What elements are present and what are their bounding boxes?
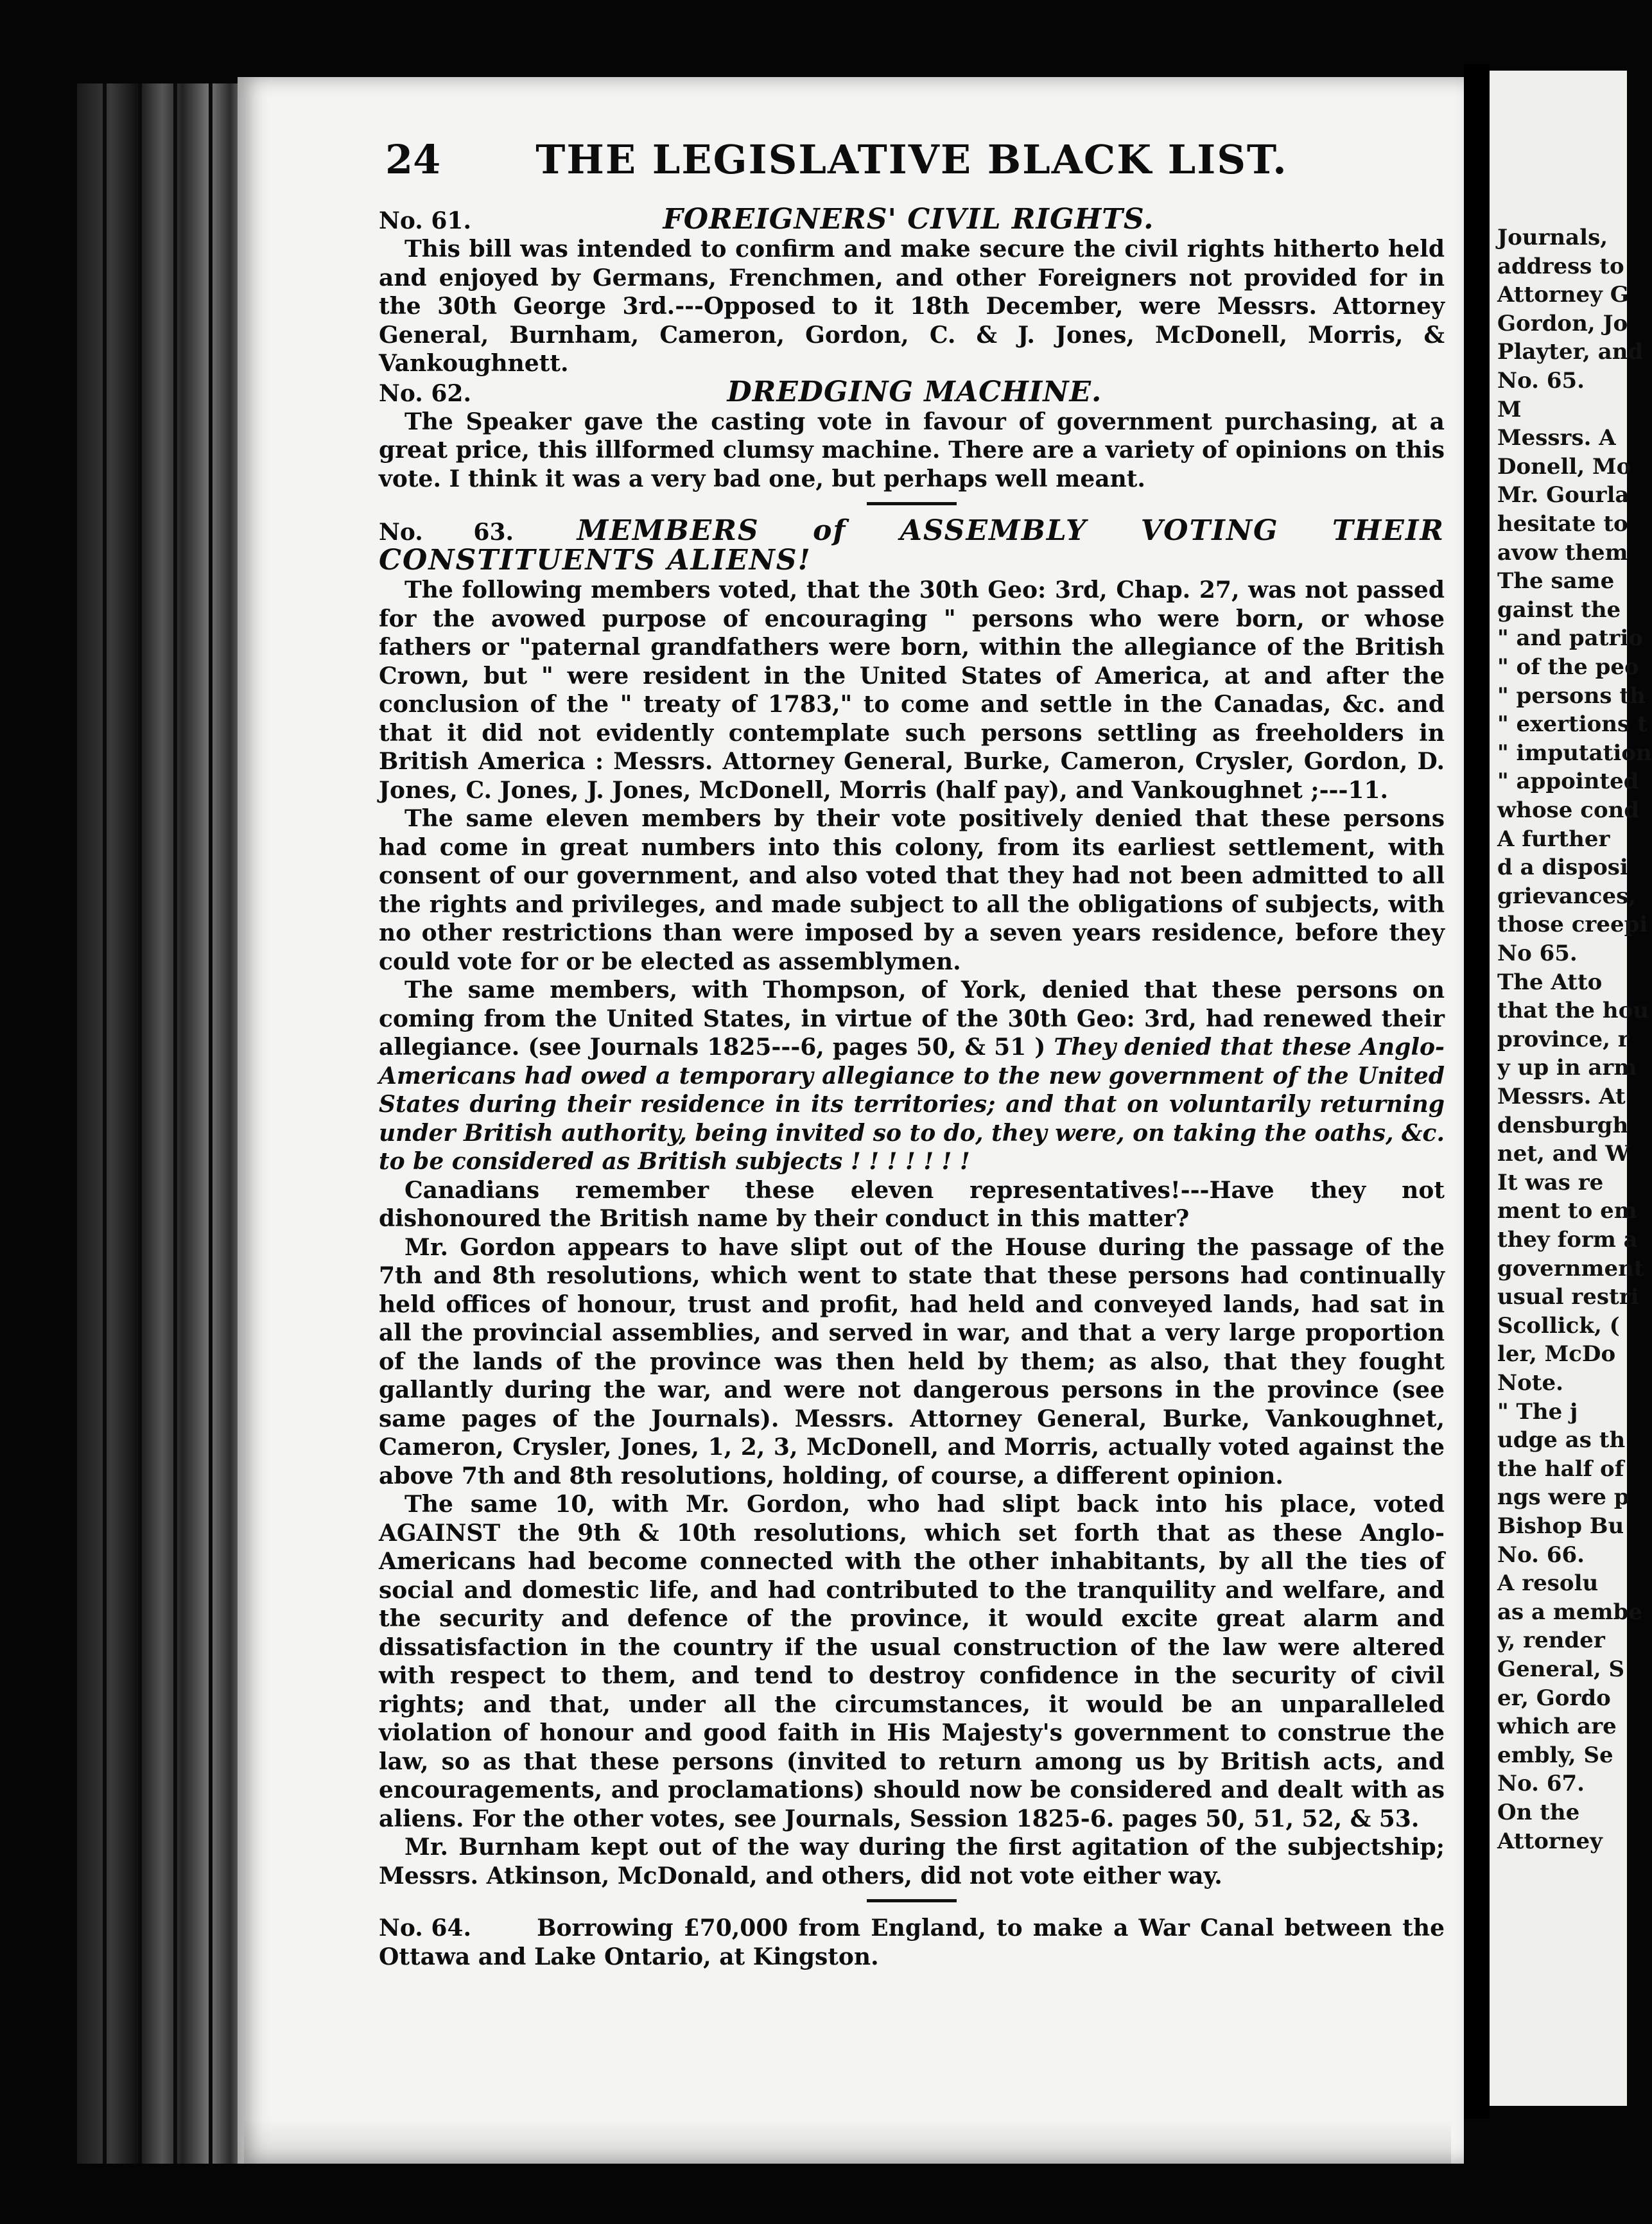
entry-title: DREDGING MACHINE.: [727, 375, 1102, 408]
facing-page-line: On the: [1497, 1800, 1580, 1825]
paragraph: The same 10, with Mr. Gordon, who had slipt back into his place, voted AGAINST the 9th & 10th resolutions, which set forth that as these Anglo-Americans had become connected with the other inhabitants, by all the ties of social and domestic life, and had contributed to the tranquility and welfare, and the security and defence of the province, it would excite great alarm and dissatisfaction in the country if the usual construction of the law were altered with respect to them, and tend to destroy confidence in the security of civil rights; and that, under all the circumstances, it would be an unparalleled violation of honour and good faith in His Majesty's government to construe the law, so as that these persons (invited to return among us by British acts, and encouragements, and proclamations) should now be considered and dealt with as aliens. For the other votes, see Journals, Session 1825-6. pages 50, 51, 52, & 53.: [379, 1491, 1445, 1832]
facing-page-line: Attorney G: [1497, 282, 1629, 308]
paragraph: Mr. Burnham kept out of the way during the first agitation of the subjectship; Messrs. Atkinson, McDonald, and others, did not vote either way.: [379, 1834, 1445, 1890]
entry-title: FOREIGNERS' CIVIL RIGHTS.: [663, 203, 1154, 236]
entry-number: No. 61.: [379, 207, 471, 234]
facing-page-line: that the hou: [1497, 998, 1649, 1024]
facing-page-line: hesitate to: [1497, 511, 1628, 537]
facing-page-line: Donell, Mo: [1497, 453, 1631, 480]
facing-page-line: Messrs. A: [1497, 425, 1616, 451]
entry-text: The Speaker gave the casting vote in favour of government purchasing, at a great price, this illformed clumsy machine. There are a variety of opinions on this vote. I think it was a very bad one, but perhaps well meant.: [379, 408, 1445, 492]
entry-63: [379, 514, 1445, 1890]
paragraph: Canadians remember these eleven representatives!---Have they not dishonoured the British name by their conduct in this matter?: [379, 1176, 1445, 1232]
facing-page-line: Note.: [1497, 1370, 1563, 1396]
page-content: [379, 136, 1445, 1971]
paragraph-text: The same members, with Thompson, of York, denied that these persons on coming from the United States, in virtue of the 30th Geo: 3rd, had renewed their allegiance. (see Journals 1825---6, pages 50, & 51 ): [379, 977, 1445, 1061]
facing-page-line: General, S: [1497, 1656, 1625, 1682]
facing-page-line: avow them: [1497, 539, 1628, 566]
paragraph: The following members voted, that the 30th Geo: 3rd, Chap. 27, was not passed for the avowed purpose of encouraging " persons who were born, or whose fathers or "paternal grandfathers were born, within the allegiance of the British Crown, but " were resident in the United States of America, at and after the conclusion of the " treaty of 1783," to come and settle in the Canadas, &c. and that it did not evidently contemplate such persons settling as freeholders in British America : Messrs. Attorney General, Burke, Cameron, Crysler, Gordon, D. Jones, C. Jones, J. Jones, McDonell, Morris (half pay), and Vankoughnet ;---11.: [379, 577, 1445, 804]
entry-text: [379, 1914, 1445, 1971]
facing-page-line: M: [1497, 396, 1522, 422]
entry-heading: [379, 205, 1445, 235]
facing-page-line: The same: [1497, 568, 1615, 595]
facing-page-line: government: [1497, 1255, 1644, 1281]
facing-page-line: " and patrio: [1497, 625, 1643, 652]
facing-page-line: " exertions t: [1497, 711, 1648, 738]
entry-61: [379, 205, 1445, 378]
facing-page-line: they form a: [1497, 1227, 1638, 1253]
facing-page-line: grievances,: [1497, 883, 1637, 909]
paragraph: Mr. Gordon appears to have slipt out of the House during the passage of the 7th and 8th resolutions, which went to state that these persons had continually held offices of honour, trust and profit, had held and conveyed lands, had sat in all the provincial assemblies, and served in war, and that a very large proportion of the lands of the province was then held by them; as also, that they fought gallantly during the war, and were not dangerous persons in the province (see same pages of the Journals). Messrs. Attorney General, Burke, Vankoughnet, Cameron, Crysler, Jones, 1, 2, 3, McDonell, and Morris, actually voted against the above 7th and 8th resolutions, holding, of course, a different opinion.: [379, 1233, 1445, 1490]
entry-heading: [379, 375, 1445, 408]
facing-page-line: Scollick, (: [1497, 1312, 1620, 1339]
entry-number: No. 64.: [379, 1915, 471, 1942]
paragraph: [379, 976, 1445, 1176]
paragraph: The same eleven members by their vote positively denied that these persons had come in great numbers into this colony, from its earliest settlement, with consent of our government, and also voted that they had not been admitted to all the rights and privileges, and made subject to all the obligations of subjects, with no other restrictions than were imposed by a seven years residence, before they could vote for or be elected as assemblymen.: [379, 805, 1445, 975]
running-title: THE LEGISLATIVE BLACK LIST.: [535, 136, 1288, 183]
page-gutter: [1464, 64, 1490, 2119]
facing-page-line: gainst the: [1497, 596, 1621, 623]
facing-page-line: address to: [1497, 253, 1624, 279]
facing-page-line: y up in arm: [1497, 1055, 1637, 1081]
facing-page-line: y, render: [1497, 1628, 1605, 1654]
facing-page-line: densburgh: [1497, 1112, 1629, 1138]
facing-page-line: embly, Se: [1497, 1742, 1613, 1768]
facing-page-line: as a membe: [1497, 1599, 1642, 1625]
entry-62: [379, 375, 1445, 494]
facing-page-line: Journals,: [1497, 225, 1608, 250]
facing-page-line: whose cond: [1497, 797, 1640, 823]
facing-page-line: ngs were p: [1497, 1484, 1630, 1511]
facing-page-line: d a disposi: [1497, 855, 1628, 881]
facing-page-line: No. 67.: [1497, 1771, 1585, 1797]
facing-page-line: It was re: [1497, 1169, 1604, 1195]
facing-page-line: Playter, and: [1497, 339, 1644, 365]
book-binding: [77, 83, 247, 2164]
facing-page-line: usual restri: [1497, 1284, 1639, 1310]
entry-heading: [379, 514, 1445, 577]
facing-page-line: No. 65.: [1497, 368, 1585, 394]
facing-page-line: A resolu: [1497, 1570, 1599, 1597]
entry-number: No. 62.: [379, 379, 471, 407]
facing-page-line: ment to em: [1497, 1198, 1637, 1224]
facing-page-line: which are: [1497, 1714, 1617, 1740]
facing-page-line: province, r: [1497, 1026, 1630, 1052]
facing-page-line: er, Gordo: [1497, 1685, 1611, 1711]
page-shadow: [244, 2119, 1451, 2164]
facing-page-line: Mr. Gourla: [1497, 482, 1630, 508]
section-divider: [867, 502, 957, 505]
facing-page-line: Messrs. At: [1497, 1084, 1626, 1109]
facing-page-line: those creepi: [1497, 912, 1648, 938]
facing-page-line: Bishop Bu: [1497, 1513, 1624, 1539]
facing-page: [1490, 71, 1652, 2106]
facing-page-line: " imputation: [1497, 740, 1652, 766]
facing-page-line: the half of: [1497, 1455, 1624, 1482]
section-divider: [867, 1899, 957, 1902]
facing-page-line: ler, McDo: [1497, 1341, 1616, 1368]
entry-title: MEMBERS of ASSEMBLY VOTING THEIR CONSTITUENTS ALIENS!: [379, 514, 1445, 577]
paragraph-italic-text: They denied that these Anglo-Americans had owed a temporary allegiance to the new government of the United States during their residence in its territories; and that on voluntarily returning under British authority, being invited so to do, they were, on taking the oaths, &c. to be considered as British subjects ! ! ! ! ! ! !: [379, 1034, 1445, 1175]
facing-page-line: No 65.: [1497, 941, 1578, 966]
entry-text: This bill was intended to confirm and make secure the civil rights hitherto held and enjoyed by Germans, Frenchmen, and other Foreigners not provided for in the 30th George 3rd.---Opposed to it 18th December, were Messrs. Attorney General, Burnham, Cameron, Gordon, C. & J. Jones, McDonell, Morris, & Vankoughnett.: [379, 236, 1445, 377]
facing-page-line: The Atto: [1497, 969, 1603, 995]
facing-page-line: Attorney: [1497, 1828, 1603, 1854]
facing-page-line: No. 66.: [1497, 1542, 1585, 1568]
facing-page-line: udge as th: [1497, 1427, 1626, 1454]
facing-page-line: " persons th: [1497, 682, 1646, 709]
facing-page-line: A further: [1497, 826, 1610, 852]
entry-64: [379, 1914, 1445, 1971]
page-header: [379, 136, 1445, 194]
entry-body: Borrowing £70,000 from England, to make a War Canal between the Ottawa and Lake Ontario, at Kingston.: [379, 1915, 1445, 1970]
facing-page-line: " of the peo: [1497, 654, 1639, 680]
page-number: 24: [385, 136, 441, 183]
entry-number: No. 63.: [379, 519, 514, 546]
facing-page-line: net, and W: [1497, 1141, 1630, 1167]
facing-page-line: Gordon, Jo: [1497, 310, 1628, 336]
facing-page-line: " The j: [1497, 1398, 1578, 1425]
facing-page-line: " appointed: [1497, 769, 1639, 795]
